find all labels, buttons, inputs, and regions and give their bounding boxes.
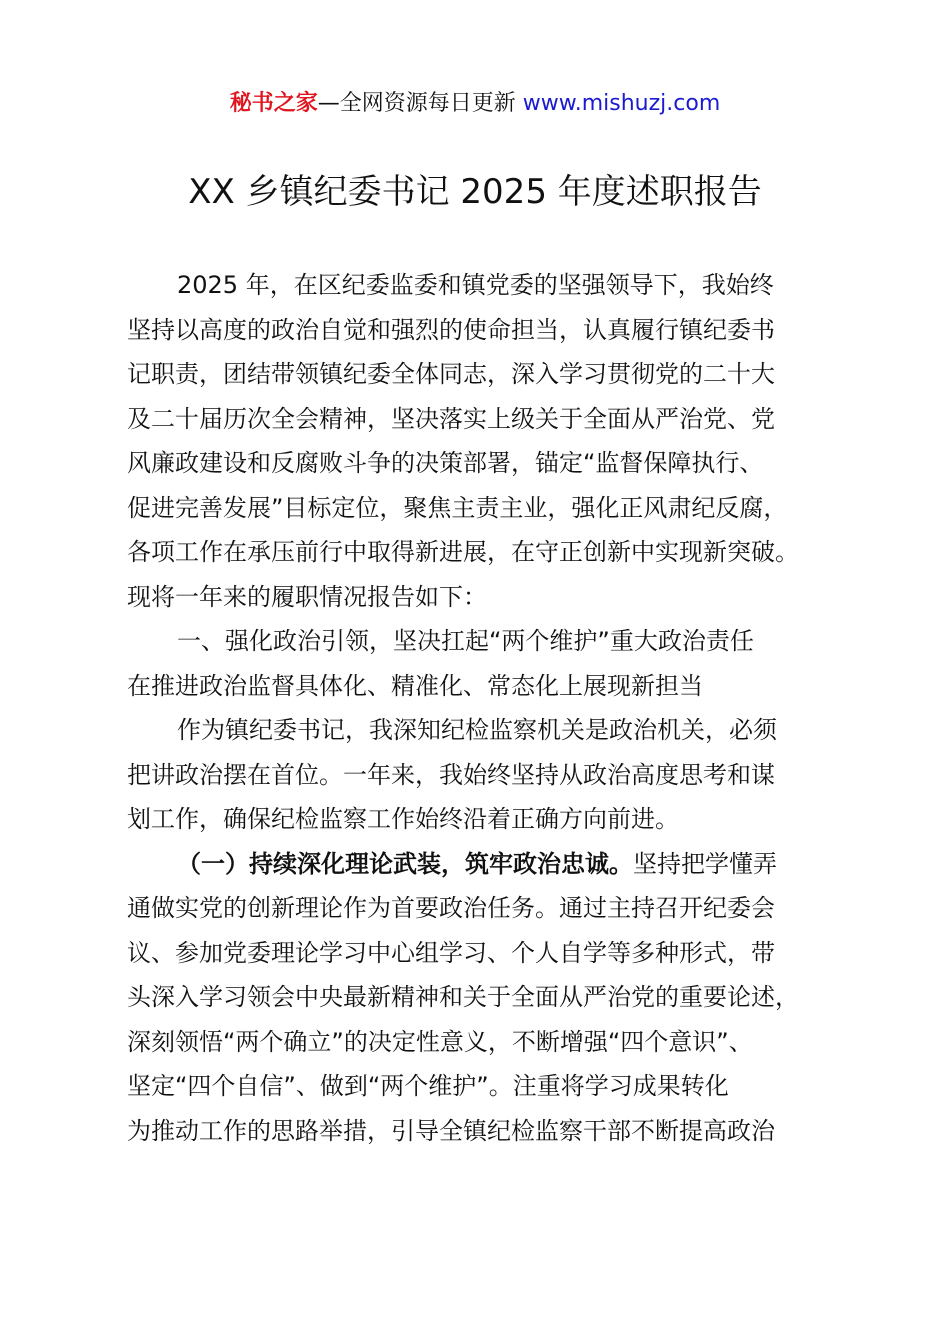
paragraph-line: 划工作，确保纪检监察工作始终沿着正确方向前进。 [127,805,679,833]
paragraph-line: 各项工作在承压前行中取得新进展，在守正创新中实现新突破。 [127,538,799,566]
section-heading-line: 一、强化政治引领，坚决扛起“两个维护”重大政治责任 [177,627,754,655]
subsection-heading: （一）持续深化理论武装，筑牢政治忠诚。 [177,849,633,878]
paragraph-line: 议、参加党委理论学习中心组学习、个人自学等多种形式，带 [127,938,775,967]
subsection-first-line [127,842,847,887]
paragraph-line: 促进完善发展”目标定位，聚焦主责主业，强化正风肃纪反腐， [127,493,788,522]
paragraph-line: 现将一年来的履职情况报告如下： [127,582,487,611]
document-body [127,263,847,1153]
paragraph-line: 通做实党的创新理论作为首要政治任务。通过主持召开纪委会 [127,894,775,922]
site-header [0,88,950,120]
site-url-link[interactable]: www.mishuzj.com [522,91,721,116]
document-title: XX 乡镇纪委书记 2025 年度述职报告 [188,172,762,212]
paragraph-line: 及二十届历次全会精神，坚决落实上级关于全面从严治党、党 [127,404,775,433]
paragraph-line: 2025 年，在区纪委监委和镇党委的坚强领导下，我始终 [177,271,774,299]
paragraph-line: 作为镇纪委书记，我深知纪检监察机关是政治机关，必须 [177,716,777,744]
paragraph-line: 坚持以高度的政治自觉和强烈的使命担当，认真履行镇纪委书 [127,315,775,344]
subsection-text: 坚持把学懂弄 [633,849,777,878]
paragraph-line: 风廉政建设和反腐败斗争的决策部署，锚定“监督保障执行、 [127,449,764,477]
paragraph-line: 把讲政治摆在首位。一年来，我始终坚持从政治高度思考和谋 [127,760,775,789]
paragraph-line: 头深入学习领会中央最新精神和关于全面从严治党的重要论述， [127,983,799,1011]
paragraph-line: 记职责，团结带领镇纪委全体同志，深入学习贯彻党的二十大 [127,360,775,388]
paragraph-line: 深刻领悟“两个确立”的决定性意义，不断增强“四个意识”、 [127,1027,753,1056]
site-tagline: —全网资源每日更新 [317,91,523,116]
section-heading-line: 在推进政治监督具体化、精准化、常态化上展现新担当 [127,671,703,700]
paragraph-line: 坚定“四个自信”、做到“两个维护”。注重将学习成果转化 [127,1072,729,1100]
brand-name: 秘书之家 [229,91,318,116]
paragraph-line: 为推动工作的思路举措，引导全镇纪检监察干部不断提高政治 [127,1116,775,1145]
